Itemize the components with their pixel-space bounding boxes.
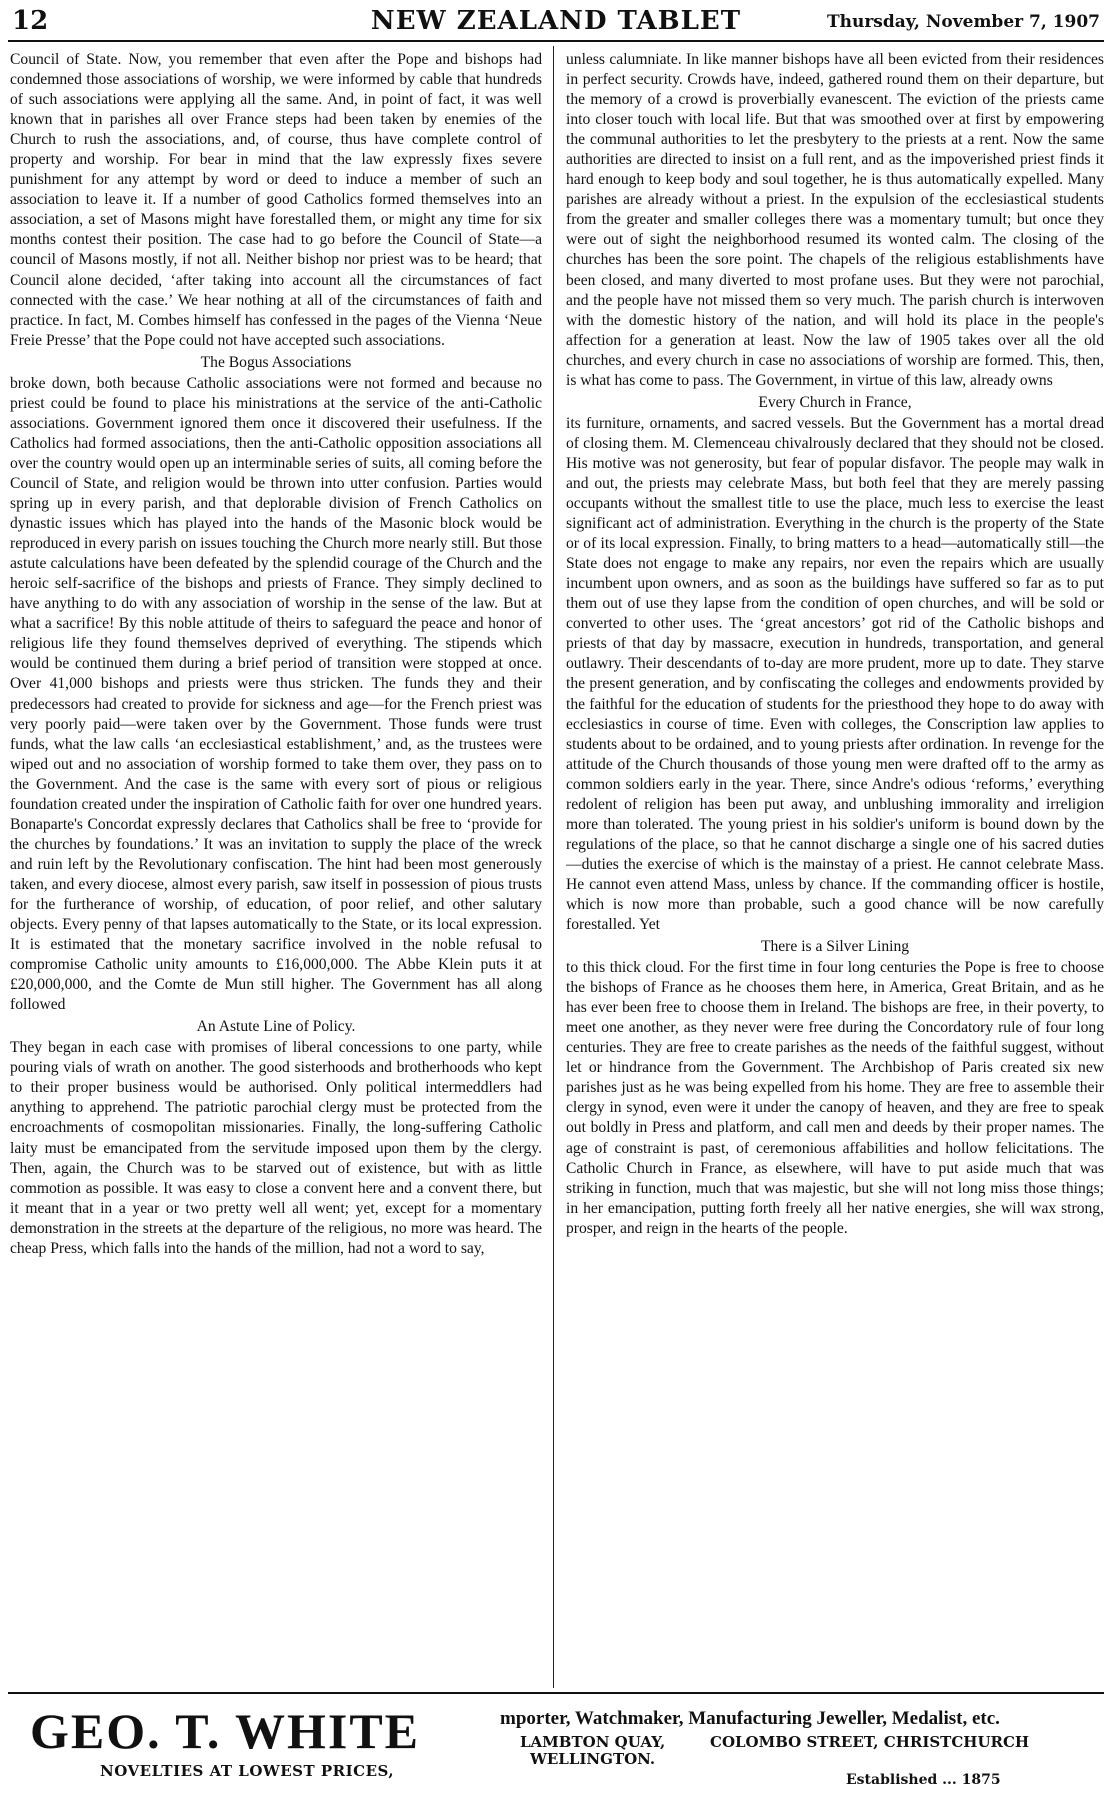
advertiser-trades: mporter, Watchmaker, Manufacturing Jeweller, Medalist, etc. [500, 1708, 1000, 1729]
wellington-street: LAMBTON QUAY, [520, 1733, 666, 1751]
issue-date: Thursday, November 7, 1907 [826, 12, 1100, 32]
wellington-city: WELLINGTON. [530, 1750, 656, 1768]
advertiser-tagline: NOVELTIES AT LOWEST PRICES, [100, 1762, 395, 1780]
column-divider [553, 46, 554, 1688]
section-heading: An Astute Line of Policy. [196, 1018, 356, 1036]
christchurch-address [710, 1734, 1029, 1751]
paragraph: broke down, both because Catholic associations were not formed and because no priest could be found to place his ministrations at the service of the anti-Catholic associations. Government ignored them once it discovered their usefulness. If the Catholics had formed associations, then the anti-Catholic opposition associations all over the country would open up an interminable series of suits, all coming before the Council of State, and religion would be thrown into utter confusion. Parties would spring up in every parish, and that deplorable division of French Catholics on dynastic issues which has played into the hands of the Masonic block would be reproduced in every parish on issues touching the Church more nearly still. But those astute calculations have been defeated by the splendid courage of the Church and the heroic self-sacrifice of the bishops and priests of France. They simply declined to have anything to do with any association of worship in the sense of the law. But at what a sacrifice! By this noble attitude of theirs to safeguard the peace and honor of religious life they found themselves deprived of everything. The stipends which would be continued them during a brief period of transition were stopped at once. Over 41,000 bishops and priests were thus stricken. The funds they and their predecessors had created to provide for sickness and age—for the French priest was very poorly paid—were taken over by the Government. Those funds were trust funds, what the law calls ‘an ecclesiastical establishment,’ and, as the trustees were wiped out and no association of worship formed to take them over, they pass on to the Government. And the case is the same with every sort of pious or religious foundation created under the inspiration of Catholic faith for over one hundred years. Bonaparte's Concordat expressly declares that Catholics shall be free to ‘provide for the churches by foundations.’ It was an invitation to supply the place of the wreck and ruin left by the Revolutionary confiscation. The hint had been most generously taken, and every diocese, almost every parish, saw itself in possession of pious trusts for the furtherance of worship, of education, of poor relief, and other salutary objects. Every penny of that lapses automatically to the State, or its local expression. It is estimated that the monetary sacrifice involved in the noble refusal to compromise Catholic unity amounts to £16,000,000. The Abbe Klein puts it at £20,000,000, and the Comte de Mun still higher. The Government has all along followed [10, 374, 542, 1014]
article-column-right [566, 50, 1104, 1685]
paragraph: its furniture, ornaments, and sacred vessels. But the Government has a mortal dread of closing them. M. Clemenceau chivalrously declared that they should not be closed. His motive was not generosity, but fear of popular disfavor. The people may walk in and out, the priests may celebrate Mass, but both feel that they are merely passing occupants without the smallest title to use the place, much less to exercise the least significant act of administration. Everything in the church is the property of the State or of its local expression. Finally, to bring matters to a head—automatically still—the State does not engage to make any repairs, nor even the repairs which are usually incumbent upon owners, and as soon as the buildings have suffered so far as to put them out of use they lapse from the condition of open churches, and will be sold or converted to other uses. The ‘great ancestors’ got rid of the Catholic bishops and priests of that day by massacre, execution in hundreds, transportation, and general outlawry. Their descendants of to-day are more prudent, more up to date. They starve the present generation, and by confiscating the colleges and endowments provided by the faithful for the education of students for the priesthood they hope to do away with ecclesiastics in course of time. Even with colleges, the Conscription law applies to students about to be ordained, and to young priests after ordination. In revenge for the attitude of the Church thousands of those young men were drafted off to the army as common soldiers early in the year. There, since Andre's odious ‘reforms,’ everything redolent of religion has been put away, and unblushing immorality and irreligion more than tolerated. The young priest in his soldier's uniform is bound down by the regulations of the place, so that he cannot discharge a single one of his sacred duties—duties the exercise of which is the mainstay of a priest. He cannot celebrate Mass. He cannot even attend Mass, unless by chance. If the commanding officer is hostile, which is now more than probable, such a good chance will be now carefully forestalled. Yet [566, 414, 1104, 934]
advertisement-divider [8, 1692, 1104, 1694]
section-heading: The Bogus Associations [200, 353, 352, 371]
masthead-title: NEW ZEALAND TABLET [370, 6, 742, 36]
advertisement [10, 1700, 1104, 1806]
page-number: 12 [12, 6, 49, 36]
paragraph: They began in each case with promises of liberal concessions to one party, while pouring vials of wrath on another. The good sisterhoods and brotherhoods who kept to their proper business would be authorised. Only political intermeddlers had anything to apprehend. The patriotic parochial clergy must be protected from the encroachments of cosmopolitan missionaries. Finally, the long-suffering Catholic laity must be emancipated from the servitude imposed upon them by the clergy. Then, again, the Church was to be starved out of existence, but with as little commotion as possible. It was easy to close a convent here and a convent there, but it meant that in a year or two pretty well all went; yet, except for a momentary demonstration in the streets at the departure of the religious, no more was heard. The cheap Press, which falls into the hands of the million, had not a word to say, [10, 1039, 542, 1257]
paragraph: unless calumniate. In like manner bishops have all been evicted from their residences in perfect security. Crowds have, indeed, gathered round them on their departure, but the memory of a crowd is proverbially evanescent. The eviction of the priests came into closer touch with local life. But that was smoothed over at first by empowering the communal authorities to let the presbytery to the priests at a rent. Now the same authorities are directed to insist on a full rent, and as the impoverished priest finds it hard enough to keep body and soul together, he is thus automatically expelled. Many parishes are already without a priest. In the expulsion of the ecclesiastical students from the greater and smaller colleges there was a momentary tumult; but once they were out of sight the neighborhood resumed its wonted calm. The closing of the churches has been the sore point. The chapels of the religious establishments have been closed, and many diverted to most profane uses. But they were not parochial, and the people have not missed them so very much. The parish church is interwoven with the domestic history of the nation, and will hold its place in the people's affection for a generation at least. Now the law of 1905 takes over all the old churches, and every church in case no associations of worship are formed. This, then, is what has come to pass. The Government, in virtue of this law, already owns [566, 51, 1104, 389]
paragraph: to this thick cloud. For the first time in four long centuries the Pope is free to choose the bishops of France as he chooses them here, in America, Great Britain, and as he has ever been free to choose them in Ireland. The bishops are free, in their poverty, to meet one another, as they never were free during the Concordatory rule of four long centuries. They are free to create parishes as the needs of the faithful suggest, without let or hindrance from the Government. The Archbishop of Paris created six new parishes just as he was being expelled from his home. They are free to assemble their clergy in synod, even were it under the canopy of heaven, and they are free to speak out boldly in Press and platform, and call men and deeds by their proper names. The age of constraint is past, of ceremonious affabilities and hollow felicitations. The Catholic Church in France, as elsewhere, will have to put aside much that was striking in function, much that was majestic, but she will not long miss those things; in her emancipation, putting forth freely all her native energies, she will wax strong, prosper, and reign in the hearts of the people. [566, 959, 1104, 1237]
paragraph: Council of State. Now, you remember that even after the Pope and bishops had condemned those associations of worship, we were informed by cable that hundreds of such associations were applying all the same. And, in point of fact, it was well known that in parishes all over France steps had been taken by enemies of the Church to rush the associations, and, of course, thus have complete control of property and worship. For bear in mind that the law expressly fixes severe punishment for any attempt by word or deed to induce a member of such an association to leave it. If a number of good Catholics formed themselves into an association, a set of Masons might have forestalled them, or might any time for six months contest their position. The case had to go before the Council of State—a council of Masons mostly, if not all. Neither bishop nor priest was to be heard; that Council alone decided, ‘after taking into account all the circumstances of fact connected with the case.’ We hear nothing at all of the circumstances of faith and practice. In fact, M. Combes himself has confessed in the pages of the Vienna ‘Neue Freie Presse’ that the Pope could not have accepted such associations. [10, 51, 542, 349]
established-year: Established ... 1875 [846, 1772, 1001, 1788]
page-header [8, 4, 1104, 42]
section-heading: There is a Silver Lining [760, 938, 910, 956]
article-column-left [10, 50, 542, 1685]
section-heading: Every Church in France, [758, 393, 912, 411]
wellington-address [520, 1734, 665, 1768]
advertiser-name: GEO. T. WHITE [30, 1703, 421, 1759]
christchurch-street: COLOMBO STREET, CHRISTCHURCH [710, 1733, 1030, 1751]
